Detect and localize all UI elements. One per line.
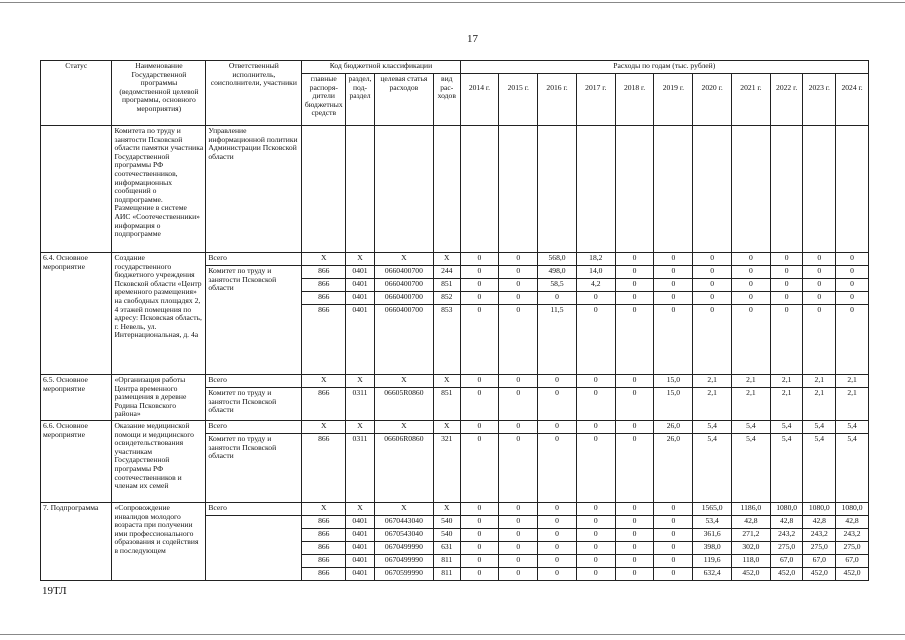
block-responsible: Комитет по труду и занятости Псковской области — [206, 433, 302, 502]
code-main: 866 — [302, 528, 346, 541]
expense-value: 0 — [615, 279, 654, 292]
expense-value: 1565,0 — [693, 502, 732, 515]
expense-value: 0 — [615, 388, 654, 421]
code-type: 851 — [433, 279, 460, 292]
expense-value: 0 — [615, 305, 654, 375]
expense-value: 0 — [615, 266, 654, 279]
expense-value: 5,4 — [770, 433, 803, 502]
code-type: 321 — [433, 433, 460, 502]
expense-value: 0 — [538, 420, 577, 433]
expense-value: 0 — [693, 292, 732, 305]
expense-value: 0 — [803, 279, 836, 292]
total-label: Всего — [206, 420, 302, 433]
block-responsible: Комитет по труду и занятости Псковской области — [206, 266, 302, 375]
expense-value: 1186,0 — [732, 502, 771, 515]
expense-value: 0 — [654, 253, 693, 266]
expense-value: 0 — [576, 388, 615, 421]
expense-value: 0 — [576, 375, 615, 388]
expense-value: 0 — [499, 567, 538, 580]
code-article: 0670499990 — [374, 554, 433, 567]
code-main: 866 — [302, 554, 346, 567]
expense-value: 0 — [615, 502, 654, 515]
header-year: 2016 г. — [538, 74, 577, 126]
code-type: 244 — [433, 266, 460, 279]
code-section: 0311 — [346, 388, 375, 421]
code-type: X — [433, 502, 460, 515]
header-code-group: Код бюджетной классификации — [302, 61, 460, 74]
table-row — [41, 253, 869, 266]
code-section: X — [346, 253, 375, 266]
expense-value: 0 — [499, 266, 538, 279]
expense-value: 0 — [460, 388, 499, 421]
expense-value: 2,1 — [770, 388, 803, 421]
header-year: 2017 г. — [576, 74, 615, 126]
expense-value: 2,1 — [770, 375, 803, 388]
empty-cell — [433, 126, 460, 253]
expense-value: 0 — [538, 567, 577, 580]
expense-value: 0 — [538, 388, 577, 421]
expense-value: 0 — [770, 279, 803, 292]
expense-value: 0 — [460, 554, 499, 567]
expense-value: 0 — [499, 388, 538, 421]
expense-value: 275,0 — [770, 541, 803, 554]
code-type: 540 — [433, 515, 460, 528]
expense-value: 2,1 — [803, 375, 836, 388]
block-status: 6.5. Основное мероприятие — [41, 375, 112, 421]
expense-value: 0 — [460, 541, 499, 554]
code-article: X — [374, 375, 433, 388]
table-row — [41, 420, 869, 433]
code-main: 866 — [302, 292, 346, 305]
code-main: X — [302, 420, 346, 433]
header-code-type: вид рас-ходов — [433, 74, 460, 126]
expense-value: 0 — [615, 528, 654, 541]
expense-value: 119,6 — [693, 554, 732, 567]
expense-value: 14,0 — [576, 266, 615, 279]
block-status: 6.4. Основное мероприятие — [41, 253, 112, 375]
total-label: Всего — [206, 502, 302, 515]
expense-value: 0 — [499, 420, 538, 433]
expense-value: 5,4 — [803, 420, 836, 433]
empty-cell — [499, 126, 538, 253]
expense-value: 2,1 — [693, 375, 732, 388]
expense-value: 0 — [460, 420, 499, 433]
expense-value: 498,0 — [538, 266, 577, 279]
expense-value: 5,4 — [770, 420, 803, 433]
code-article: X — [374, 253, 433, 266]
cont-responsible: Управление информационной политики Администрации Псковской области — [206, 126, 302, 253]
code-article: 0670543040 — [374, 528, 433, 541]
expense-value: 0 — [460, 375, 499, 388]
header-year: 2021 г. — [732, 74, 771, 126]
footer-code: 19ТЛ — [42, 585, 67, 597]
expense-value: 67,0 — [836, 554, 869, 567]
cont-name: Комитета по труду и занятости Псковской области памятки участника Государственной программы РФ соотечественников, информационных сообщений о подпрограмме. Размещение в системе АИС «Соотечественники» информация о подпрограмме — [112, 126, 206, 253]
header-year: 2014 г. — [460, 74, 499, 126]
expense-value: 275,0 — [836, 541, 869, 554]
expense-value: 0 — [460, 292, 499, 305]
code-main: X — [302, 375, 346, 388]
expense-value: 0 — [499, 305, 538, 375]
code-section: X — [346, 420, 375, 433]
code-type: 540 — [433, 528, 460, 541]
expense-value: 5,4 — [732, 433, 771, 502]
expense-value: 452,0 — [732, 567, 771, 580]
expense-value: 0 — [576, 502, 615, 515]
expense-value: 15,0 — [654, 375, 693, 388]
header-row-1 — [41, 61, 869, 74]
expense-value: 0 — [576, 567, 615, 580]
expense-value: 2,1 — [732, 375, 771, 388]
expense-value: 0 — [576, 541, 615, 554]
expense-value: 0 — [836, 292, 869, 305]
header-year: 2020 г. — [693, 74, 732, 126]
code-article: 0660400700 — [374, 266, 433, 279]
expense-value: 0 — [654, 305, 693, 375]
expense-value: 0 — [770, 292, 803, 305]
header-year: 2024 г. — [836, 74, 869, 126]
table-row — [41, 502, 869, 515]
expense-value: 0 — [836, 279, 869, 292]
code-type: X — [433, 253, 460, 266]
code-main: 866 — [302, 541, 346, 554]
expense-value: 42,8 — [732, 515, 771, 528]
empty-cell — [732, 126, 771, 253]
expense-value: 0 — [654, 567, 693, 580]
expense-value: 0 — [499, 541, 538, 554]
scan-edge-bottom — [0, 634, 905, 635]
expense-value: 0 — [576, 528, 615, 541]
expense-value: 0 — [693, 279, 732, 292]
expense-value: 0 — [693, 266, 732, 279]
expense-value: 0 — [460, 305, 499, 375]
header-code-article: целевая статья расходов — [374, 74, 433, 126]
code-article: 06605R0860 — [374, 388, 433, 421]
expense-value: 2,1 — [732, 388, 771, 421]
code-main: 866 — [302, 433, 346, 502]
expense-value: 361,6 — [693, 528, 732, 541]
expense-value: 0 — [654, 515, 693, 528]
empty-cell — [836, 126, 869, 253]
expense-value: 0 — [654, 279, 693, 292]
empty-cell — [460, 126, 499, 253]
block-status: 6.6. Основное мероприятие — [41, 420, 112, 502]
code-main: 866 — [302, 388, 346, 421]
code-article: X — [374, 420, 433, 433]
expense-value: 0 — [770, 305, 803, 375]
expense-value: 67,0 — [770, 554, 803, 567]
code-type: X — [433, 375, 460, 388]
expense-value: 0 — [732, 292, 771, 305]
code-section: X — [346, 375, 375, 388]
expense-value: 0 — [654, 554, 693, 567]
expense-value: 0 — [499, 554, 538, 567]
expense-value: 568,0 — [538, 253, 577, 266]
code-article: 06606R0860 — [374, 433, 433, 502]
expense-value: 271,2 — [732, 528, 771, 541]
expense-value: 0 — [615, 420, 654, 433]
code-section: 0401 — [346, 554, 375, 567]
code-section: 0401 — [346, 266, 375, 279]
code-section: 0311 — [346, 433, 375, 502]
code-type: X — [433, 420, 460, 433]
expense-value: 26,0 — [654, 420, 693, 433]
expense-value: 0 — [538, 515, 577, 528]
cont-status — [41, 126, 112, 253]
expense-value: 0 — [460, 528, 499, 541]
expense-value: 0 — [460, 515, 499, 528]
expense-value: 11,5 — [538, 305, 577, 375]
expense-value: 0 — [836, 266, 869, 279]
total-label: Всего — [206, 375, 302, 388]
expense-value: 302,0 — [732, 541, 771, 554]
expense-value: 0 — [654, 541, 693, 554]
code-article: 0660400700 — [374, 279, 433, 292]
expense-value: 0 — [803, 305, 836, 375]
code-main: 866 — [302, 567, 346, 580]
header-year: 2022 г. — [770, 74, 803, 126]
code-section: 0401 — [346, 567, 375, 580]
code-type: 811 — [433, 554, 460, 567]
code-main: 866 — [302, 305, 346, 375]
expense-value: 0 — [654, 528, 693, 541]
code-type: 811 — [433, 567, 460, 580]
expense-value: 0 — [836, 305, 869, 375]
expense-value: 0 — [615, 515, 654, 528]
expense-value: 0 — [615, 567, 654, 580]
expense-value: 0 — [499, 433, 538, 502]
expense-value: 452,0 — [770, 567, 803, 580]
expense-value: 42,8 — [803, 515, 836, 528]
code-main: X — [302, 253, 346, 266]
expense-value: 2,1 — [803, 388, 836, 421]
expense-value: 0 — [615, 375, 654, 388]
expense-value: 0 — [499, 279, 538, 292]
expense-value: 0 — [460, 433, 499, 502]
expense-value: 0 — [576, 554, 615, 567]
expense-value: 243,2 — [803, 528, 836, 541]
empty-cell — [803, 126, 836, 253]
expense-value: 2,1 — [836, 388, 869, 421]
expense-value: 0 — [615, 554, 654, 567]
expense-value: 0 — [538, 433, 577, 502]
header-code-main: главные распоря-дители бюджетных средств — [302, 74, 346, 126]
expense-value: 0 — [460, 279, 499, 292]
code-section: 0401 — [346, 305, 375, 375]
code-type: 853 — [433, 305, 460, 375]
header-name: Наименование Государственной программы (ведомственной целевой программы, основного мероприятия) — [112, 61, 206, 126]
expense-value: 0 — [538, 554, 577, 567]
expense-value: 0 — [538, 528, 577, 541]
code-main: 866 — [302, 515, 346, 528]
expense-value: 452,0 — [803, 567, 836, 580]
expense-value: 5,4 — [836, 420, 869, 433]
block-responsible: Комитет по труду и занятости Псковской области — [206, 388, 302, 421]
expense-value: 0 — [770, 253, 803, 266]
header-year: 2019 г. — [654, 74, 693, 126]
expense-value: 0 — [499, 375, 538, 388]
expense-value: 0 — [770, 266, 803, 279]
expense-value: 0 — [732, 266, 771, 279]
empty-cell — [615, 126, 654, 253]
expense-value: 42,8 — [770, 515, 803, 528]
expense-value: 0 — [576, 433, 615, 502]
expense-value: 0 — [803, 266, 836, 279]
code-article: 0670443040 — [374, 515, 433, 528]
block-name: «Организация работы Центра временного размещения в деревне Родина Псковского района» — [112, 375, 206, 421]
expense-value: 53,4 — [693, 515, 732, 528]
code-article: 0670599990 — [374, 567, 433, 580]
header-expenses-group: Расходы по годам (тыс. рублей) — [460, 61, 868, 74]
code-section: 0401 — [346, 279, 375, 292]
expense-value: 0 — [538, 375, 577, 388]
expense-value: 0 — [460, 253, 499, 266]
expense-value: 0 — [499, 292, 538, 305]
expense-value: 0 — [460, 567, 499, 580]
expense-value: 0 — [499, 515, 538, 528]
block-status: 7. Подпрограмма — [41, 502, 112, 580]
scan-edge-top — [0, 2, 905, 3]
expense-value: 0 — [803, 292, 836, 305]
empty-cell — [693, 126, 732, 253]
expense-value: 58,5 — [538, 279, 577, 292]
header-code-section: раздел, под-раздел — [346, 74, 375, 126]
table-row — [41, 375, 869, 388]
header-year: 2015 г. — [499, 74, 538, 126]
empty-cell — [346, 126, 375, 253]
expense-value: 0 — [732, 279, 771, 292]
block-name: Создание государственного бюджетного учреждения Псковской области «Центр временного размещения» на свободных площадях 2, 4 этажей помещения по адресу: Псковская область, г. Невель, ул. Интернациональная, д. 4а — [112, 253, 206, 375]
expense-value: 0 — [576, 420, 615, 433]
expense-value: 0 — [615, 292, 654, 305]
expense-value: 0 — [460, 266, 499, 279]
expense-value: 42,8 — [836, 515, 869, 528]
empty-cell — [576, 126, 615, 253]
code-main: X — [302, 502, 346, 515]
empty-cell — [770, 126, 803, 253]
expense-value: 2,1 — [836, 375, 869, 388]
code-section: X — [346, 502, 375, 515]
page-number: 17 — [467, 33, 478, 45]
expense-value: 0 — [836, 253, 869, 266]
continuation-row — [41, 126, 869, 253]
expense-value: 0 — [576, 305, 615, 375]
empty-cell — [302, 126, 346, 253]
expense-value: 0 — [654, 266, 693, 279]
code-section: 0401 — [346, 292, 375, 305]
expense-value: 1080,0 — [836, 502, 869, 515]
expense-value: 1080,0 — [770, 502, 803, 515]
expense-value: 67,0 — [803, 554, 836, 567]
block-responsible — [206, 515, 302, 580]
expense-value: 0 — [499, 253, 538, 266]
empty-cell — [654, 126, 693, 253]
expense-value: 0 — [615, 433, 654, 502]
expense-value: 0 — [803, 253, 836, 266]
expense-value: 0 — [538, 292, 577, 305]
code-section: 0401 — [346, 515, 375, 528]
expense-value: 1080,0 — [803, 502, 836, 515]
budget-table — [40, 60, 869, 581]
expense-value: 5,4 — [732, 420, 771, 433]
header-status: Статус — [41, 61, 112, 126]
expense-value: 0 — [693, 305, 732, 375]
expense-value: 2,1 — [693, 388, 732, 421]
code-main: 866 — [302, 266, 346, 279]
expense-value: 118,0 — [732, 554, 771, 567]
expense-value: 5,4 — [693, 433, 732, 502]
code-article: 0670499990 — [374, 541, 433, 554]
expense-value: 0 — [654, 502, 693, 515]
code-main: 866 — [302, 279, 346, 292]
code-type: 852 — [433, 292, 460, 305]
header-responsible: Ответственный исполнитель, соисполнители, участники — [206, 61, 302, 126]
expense-value: 0 — [732, 305, 771, 375]
expense-value: 0 — [576, 515, 615, 528]
block-name: «Сопровождение инвалидов молодого возраста при получении ими профессионального образования и содействия в последующем — [112, 502, 206, 580]
expense-value: 18,2 — [576, 253, 615, 266]
expense-value: 398,0 — [693, 541, 732, 554]
code-article: X — [374, 502, 433, 515]
expense-value: 0 — [538, 541, 577, 554]
empty-cell — [538, 126, 577, 253]
expense-value: 0 — [693, 253, 732, 266]
expense-value: 0 — [615, 253, 654, 266]
header-year: 2018 г. — [615, 74, 654, 126]
expense-value: 4,2 — [576, 279, 615, 292]
expense-value: 0 — [576, 292, 615, 305]
expense-value: 275,0 — [803, 541, 836, 554]
header-year: 2023 г. — [803, 74, 836, 126]
code-section: 0401 — [346, 528, 375, 541]
expense-value: 5,4 — [693, 420, 732, 433]
block-name: Оказание медицинской помощи и медицинского освидетельствования участникам Государственной программы РФ соотечественников и членам их семей — [112, 420, 206, 502]
expense-value: 0 — [654, 292, 693, 305]
code-type: 851 — [433, 388, 460, 421]
code-article: 0660400700 — [374, 305, 433, 375]
expense-value: 5,4 — [836, 433, 869, 502]
expense-value: 0 — [460, 502, 499, 515]
expense-value: 5,4 — [803, 433, 836, 502]
expense-value: 632,4 — [693, 567, 732, 580]
expense-value: 0 — [538, 502, 577, 515]
expense-value: 26,0 — [654, 433, 693, 502]
expense-value: 243,2 — [770, 528, 803, 541]
expense-value: 452,0 — [836, 567, 869, 580]
expense-value: 243,2 — [836, 528, 869, 541]
expense-value: 0 — [499, 528, 538, 541]
total-label: Всего — [206, 253, 302, 266]
expense-value: 0 — [732, 253, 771, 266]
code-section: 0401 — [346, 541, 375, 554]
expense-value: 15,0 — [654, 388, 693, 421]
code-type: 631 — [433, 541, 460, 554]
code-article: 0660400700 — [374, 292, 433, 305]
expense-value: 0 — [615, 541, 654, 554]
expense-value: 0 — [499, 502, 538, 515]
empty-cell — [374, 126, 433, 253]
